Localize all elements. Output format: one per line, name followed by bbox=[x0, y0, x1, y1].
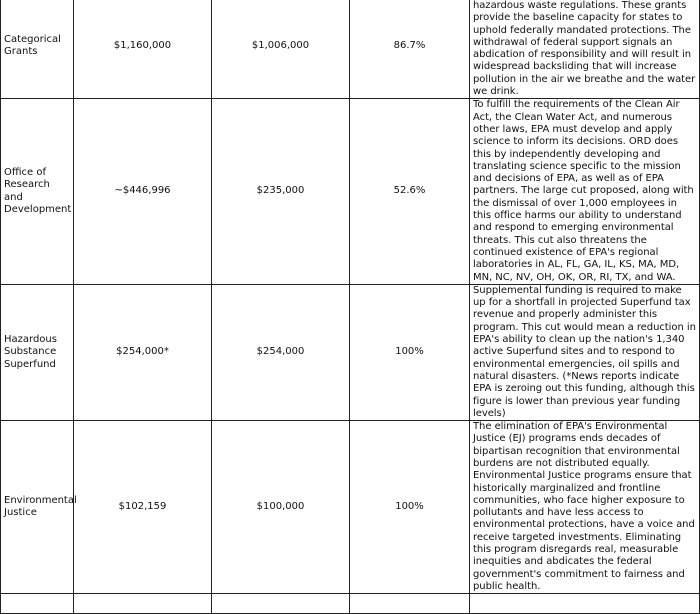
cut-amount-cell: $235,000 bbox=[212, 99, 350, 284]
empty-cell bbox=[212, 594, 350, 614]
amount-cell: $254,000* bbox=[74, 284, 212, 420]
empty-cell bbox=[1, 594, 74, 614]
impact-description-cell: Supplemental funding is required to make up for a shortfall in projected Superfund tax revenue and properly administer this program. This cut would mean a reduction in EPA's ability to clean up the nation's 1,340 active Superfund sites and to respond to environmental emergencies, oil spills and natural disasters. (*News reports indicate EPA is zeroing out this funding, although this figure is lower than previous year funding levels) bbox=[470, 284, 700, 420]
table-row bbox=[1, 0, 700, 99]
empty-cell bbox=[350, 594, 470, 614]
percent-cut-cell: 100% bbox=[350, 284, 470, 420]
table-row bbox=[1, 421, 700, 594]
amount-cell: ~$446,996 bbox=[74, 99, 212, 284]
table-row bbox=[1, 99, 700, 284]
cut-amount-cell: $100,000 bbox=[212, 421, 350, 594]
program-name-cell: Hazardous Substance Superfund bbox=[1, 284, 74, 420]
percent-cut-cell: 52.6% bbox=[350, 99, 470, 284]
table-row bbox=[1, 284, 700, 420]
empty-cell bbox=[74, 594, 212, 614]
table-row bbox=[1, 594, 700, 614]
impact-description-cell: The elimination of EPA's Environmental Justice (EJ) programs ends decades of bipartisan recognition that environmental burdens are not distributed equally. Environmental Justice programs ensure that historically marginalized and frontline communities, who face higher exposure to pollutants and have less access to environmental protections, have a voice and receive targeted investments. Eliminating this program disregards real, measurable inequities and abdicates the federal government's commitment to fairness and public health. bbox=[470, 421, 700, 594]
program-name-cell: Environmental Justice bbox=[1, 421, 74, 594]
cut-amount-cell: $1,006,000 bbox=[212, 0, 350, 99]
impact-description-cell: hazardous waste regulations. These grants provide the baseline capacity for states to uphold federally mandated protections. The withdrawal of federal support signals an abdication of responsibility and will result in widespread backsliding that will increase pollution in the air we breathe and the water we drink. bbox=[470, 0, 700, 99]
amount-cell: $102,159 bbox=[74, 421, 212, 594]
cut-amount-cell: $254,000 bbox=[212, 284, 350, 420]
empty-cell bbox=[470, 594, 700, 614]
program-name-cell: Categorical Grants bbox=[1, 0, 74, 99]
impact-description-cell: To fulfill the requirements of the Clean Air Act, the Clean Water Act, and numerous other laws, EPA must develop and apply science to inform its decisions. ORD does this by independently developing and translating science specific to the mission and decisions of EPA, as well as of EPA partners. The large cut proposed, along with the dismissal of over 1,000 employees in this office harms our ability to understand and respond to emerging environmental threats. This cut also threatens the continued existence of EPA's regional laboratories in AL, FL, GA, IL, KS, MA, MD, MN, NC, NV, OH, OK, OR, RI, TX, and WA. bbox=[470, 99, 700, 284]
amount-cell: $1,160,000 bbox=[74, 0, 212, 99]
percent-cut-cell: 100% bbox=[350, 421, 470, 594]
percent-cut-cell: 86.7% bbox=[350, 0, 470, 99]
program-name-cell: Office of Research and Development bbox=[1, 99, 74, 284]
